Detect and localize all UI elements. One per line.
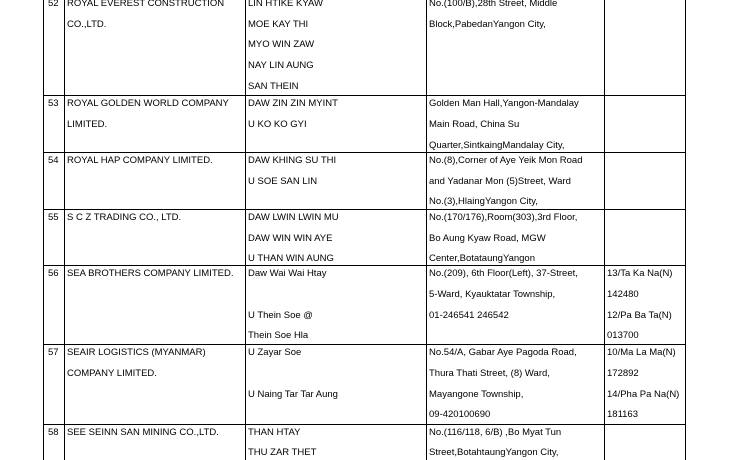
director-name: SAN THEIN xyxy=(248,81,299,92)
director-name: MOE KAY THI xyxy=(248,19,309,30)
address-line: No.(116/118, 6/B) ,Bo Myat Tun xyxy=(429,427,562,438)
director-name: DAW ZIN ZIN MYINT xyxy=(248,98,338,109)
row-number: 53 xyxy=(48,98,59,109)
nrc-number: 12/Pa Ba Ta(N) xyxy=(607,310,672,321)
nrc-number: 013700 xyxy=(607,330,639,341)
nrc-number: 10/Ma La Ma(N) xyxy=(607,347,676,358)
row-divider xyxy=(43,152,685,153)
row-divider xyxy=(43,209,685,210)
nrc-number: 13/Ta Ka Na(N) xyxy=(607,268,673,279)
company-name-line: S C Z TRADING CO., LTD. xyxy=(67,212,182,223)
address-line: No.54/A, Gabar Aye Pagoda Road, xyxy=(429,347,577,358)
director-name: DAW KHING SU THI xyxy=(248,155,337,166)
address-line: Quarter,SintkaingMandalay City, xyxy=(429,140,565,151)
director-name: MYO WIN ZAW xyxy=(248,39,315,50)
row-number: 57 xyxy=(48,347,59,358)
column-divider-company xyxy=(245,0,246,460)
director-name: Thein Soe Hla xyxy=(248,330,309,341)
director-name: DAW LWIN LWIN MU xyxy=(248,212,339,223)
director-name: U Zayar Soe xyxy=(248,347,302,358)
row-number: 58 xyxy=(48,427,59,438)
address-line: Mayangone Township, xyxy=(429,389,524,400)
address-line: 01-246541 246542 xyxy=(429,310,509,321)
address-line: Thura Thati Street, (8) Ward, xyxy=(429,368,550,379)
director-name: THAN HTAY xyxy=(248,427,301,438)
address-line: 5-Ward, Kyauktatar Township, xyxy=(429,289,556,300)
director-name: U KO KO GYI xyxy=(248,119,307,130)
row-divider xyxy=(43,265,685,266)
nrc-number: 172892 xyxy=(607,368,639,379)
column-divider-directors xyxy=(426,0,427,460)
director-name: U Thein Soe @ xyxy=(248,310,313,321)
company-name-line: ROYAL GOLDEN WORLD COMPANY xyxy=(67,98,229,109)
row-number: 56 xyxy=(48,268,59,279)
address-line: Golden Man Hall,Yangon-Mandalay xyxy=(429,98,579,109)
row-number: 54 xyxy=(48,155,59,166)
director-name: LIN HTIKE KYAW xyxy=(248,0,323,9)
row-divider xyxy=(43,95,685,96)
address-line: No.(100/B),28th Street, Middle xyxy=(429,0,558,9)
table-border-right xyxy=(685,0,686,460)
column-divider-no xyxy=(64,0,65,460)
director-name: NAY LIN AUNG xyxy=(248,60,314,71)
address-line: No.(170/176),Room(303),3rd Floor, xyxy=(429,212,578,223)
director-name: U Naing Tar Tar Aung xyxy=(248,389,338,400)
address-line: Street,BotahtaungYangon City, xyxy=(429,447,559,458)
address-line: Bo Aung Kyaw Road, MGW xyxy=(429,233,546,244)
director-name: Daw Wai Wai Htay xyxy=(248,268,327,279)
company-name-line: ROYAL HAP COMPANY LIMITED. xyxy=(67,155,213,166)
row-number: 55 xyxy=(48,212,59,223)
row-number: 52 xyxy=(48,0,59,9)
column-divider-address xyxy=(604,0,605,460)
address-line: No.(209), 6th Floor(Left), 37-Street, xyxy=(429,268,578,279)
nrc-number: 14/Pha Pa Na(N) xyxy=(607,389,680,400)
company-name-line: CO.,LTD. xyxy=(67,19,107,30)
director-name: U THAN WIN AUNG xyxy=(248,253,334,264)
row-divider xyxy=(43,424,685,425)
company-name-line: ROYAL EVEREST CONSTRUCTION xyxy=(67,0,225,9)
address-line: No.(8),Corner of Aye Yeik Mon Road xyxy=(429,155,583,166)
nrc-number: 142480 xyxy=(607,289,639,300)
company-name-line: COMPANY LIMITED. xyxy=(67,368,157,379)
address-line: 09-420100690 xyxy=(429,409,491,420)
nrc-number: 181163 xyxy=(607,409,638,420)
company-name-line: LIMITED. xyxy=(67,119,108,130)
director-name: THU ZAR THET xyxy=(248,447,317,458)
director-name: DAW WIN WIN AYE xyxy=(248,233,333,244)
address-line: Main Road, China Su xyxy=(429,119,520,130)
company-name-line: SEAIR LOGISTICS (MYANMAR) xyxy=(67,347,206,358)
address-line: Block,PabedanYangon City, xyxy=(429,19,546,30)
company-name-line: SEA BROTHERS COMPANY LIMITED. xyxy=(67,268,234,279)
company-name-line: SEE SEINN SAN MINING CO.,LTD. xyxy=(67,427,219,438)
row-divider xyxy=(43,344,685,345)
address-line: No.(3),HlaingYangon City, xyxy=(429,196,538,207)
address-line: and Yadanar Mon (5)Street, Ward xyxy=(429,176,571,187)
address-line: Center,BotataungYangon xyxy=(429,253,535,264)
director-name: U SOE SAN LIN xyxy=(248,176,318,187)
table-border-left xyxy=(43,0,44,460)
